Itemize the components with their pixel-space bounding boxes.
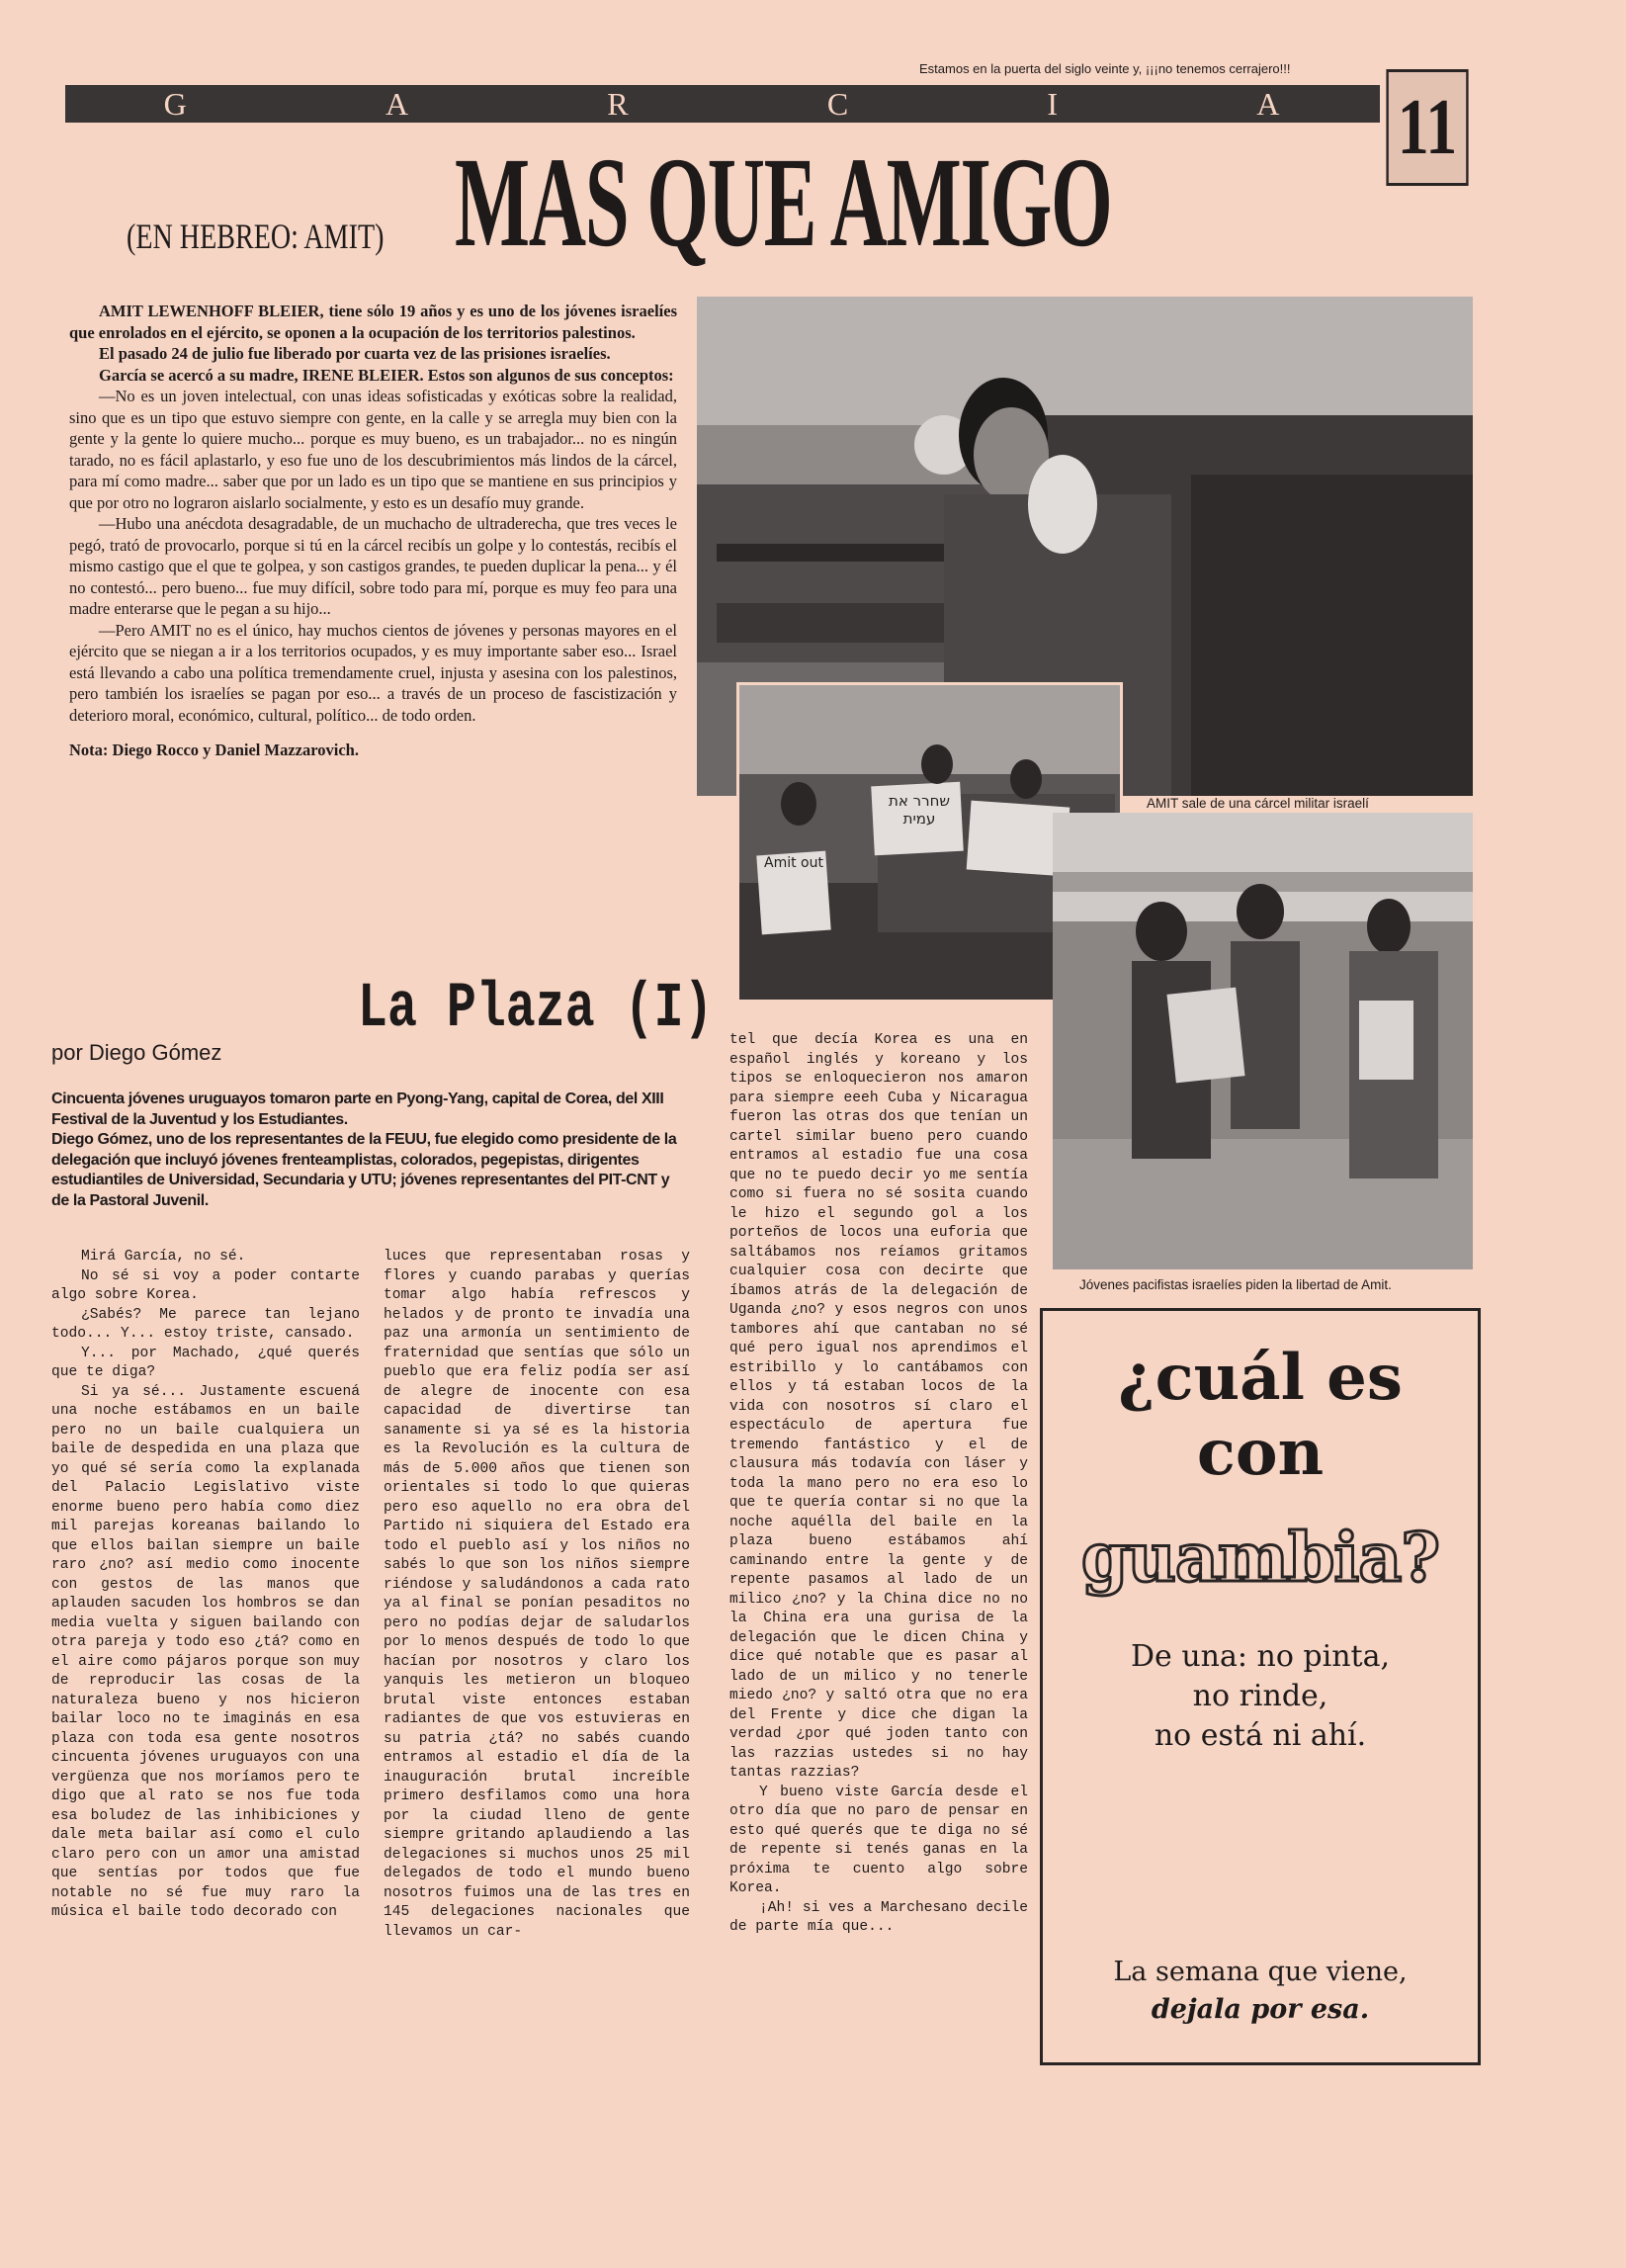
bar-letter: G <box>163 85 189 122</box>
article-paragraph: El pasado 24 de julio fue liberado por cuarta vez de las prisiones israelíes. <box>99 344 611 363</box>
lead-paragraph: Diego Gómez, uno de los representantes de la FEUU, fue elegido como presidente de la delegación que incluyó jóvenes frenteamplistas, colorados, pegepistas, dirigentes estudiantiles de Universidad, Secundaria y UTU; jóvenes representantes del PIT-CNT y de la Pastoral Juvenil. <box>51 1131 677 1209</box>
photo-protest-large <box>1053 813 1473 1269</box>
byline: por Diego Gómez <box>51 1040 222 1065</box>
bar-letter: A <box>1256 85 1282 122</box>
plaza-column-3 <box>729 1031 1028 1938</box>
column-paragraph: luces que representaban rosas y flores y cuando parabas y querías tomar algo había refrescos y helados y de pronto te invadía una paz una armonía un sentimiento de fraternidad que sentías que sólo un pueblo que era feliz podía ser así de alegre de inocente con esa capacidad de divertirse tan sanamente si ya sé es la historia es la Revolución es la cultura de más de 5.000 años que tienen son orientales si todo lo que quieras pero eso aquello no era obra del Partido ni siquiera del Estado era todo el pueblo así y los niños no sabés lo que son los niños siempre riéndose y saludándonos a cada rato ya al final se ponían pesaditos no pero no podías dejar de saludarlos por lo menos después de todo lo que hacían por nosotros y claro los yanquis les metieron un bloqueo brutal viste entonces estaban radiantes de que vos estuvieras en su patria ¿tá? no sabés cuando entramos al estadio el día de la inauguración brutal increíble primero desfilamos como una hora por la ciudad lleno de gente siempre gritando aplaudiendo a las delegaciones si muchos unos 25 mil delegados de todo el mundo bueno nosotros fuimos una de las tres en 145 delegaciones nacionales que llevamos un car- <box>384 1249 690 1940</box>
column-paragraph: Y bueno viste García desde el otro día que no paro de pensar en esto qué querés que te diga no sé de repente si tenés ganas en la próxima te cuento algo sobre Korea. <box>729 1784 1028 1896</box>
photo-caption-bottom: Jóvenes pacifistas israelíes piden la libertad de Amit. <box>1079 1277 1392 1292</box>
sign-amit-out: Amit out <box>764 855 823 871</box>
bar-letter: R <box>607 85 631 122</box>
ad-question <box>1043 1341 1478 1491</box>
guambia-ad <box>1040 1308 1481 2065</box>
plaza-column-1 <box>51 1248 360 1923</box>
photo-caption-top: AMIT sale de una cárcel militar israelí <box>1147 796 1369 811</box>
bar-letter: C <box>826 85 851 122</box>
ad-body-line: De una: no pinta, <box>1130 1639 1391 1674</box>
ad-body-line: no está ni ahí. <box>1154 1718 1367 1753</box>
ad-question-line: con <box>1196 1416 1325 1490</box>
column-paragraph: No sé si voy a poder contarte algo sobre Korea. <box>51 1267 360 1303</box>
ad-footer <box>1043 1954 1478 2029</box>
article-paragraph: —Hubo una anécdota desagradable, de un muchacho de ultraderecha, que tres veces le pegó, trató de provocarlo, porque si tú en la cárcel recibís un golpe y lo contestás, recibís el mismo castigo que el que te golpea, y son castigos grandes, te pueden duplicar la pena... y él no contestó... pero bueno... fue muy difícil, sobre todo para mí, porque es muy feo para una madre enterarse que le pegan a su hijo... <box>69 514 677 618</box>
page-number: 11 <box>1386 69 1468 186</box>
article-paragraph: —Pero AMIT no es el único, hay muchos cientos de jóvenes y personas mayores en el ejército que se niegan a ir a los territorios ocupados, y es muy importante saber eso... Israel está llevando a cabo una política tremendamente cruel, injusta y asesina con los palestinos, pero también los israelíes se pagan por eso... a través de un proceso de fascistización y deterioro moral, económico, cultural, político... de todo orden. <box>69 620 677 725</box>
article-paragraph: —No es un joven intelectual, con unas ideas sofisticadas y exóticas sobre la realidad, sino que es un tipo que estuvo siempre con gente, en la calle y se arregla muy bien con la gente y la gente lo quiere mucho... porque es muy bueno, es un trabajador... no es ningún tarado, no es fácil aplastarlo, y eso fue uno de los descubrimientos más lindos de la cárcel, para mí como madre... saber que por un lado es un tipo que se mantiene en sus principios y que por otro no lograron aislarlo socialmente, y esto es un desafío muy grande. <box>69 387 677 512</box>
header-bar-letters <box>65 85 1380 123</box>
article-body <box>69 301 677 761</box>
bar-letter: I <box>1047 85 1061 122</box>
plaza-column-2 <box>384 1248 690 1942</box>
ad-footer-line: La semana que viene, <box>1113 1957 1408 1987</box>
lead-paragraph: Cincuenta jóvenes uruguayos tomaron parte en Pyong-Yang, capital de Corea, del XIII Festival de la Juventud y los Estudiantes. <box>51 1090 664 1128</box>
header-tagline: Estamos en la puerta del siglo veinte y, ¡¡¡no tenemos cerrajero!!! <box>919 61 1291 76</box>
ad-body-line: no rinde, <box>1192 1679 1328 1713</box>
ad-question-line: ¿cuál es <box>1118 1341 1403 1415</box>
column-paragraph: tel que decía Korea es una en español inglés y koreano y los tipos se enloquecieron nos amaron para siempre eeeh Cuba y Nicaragua fueron las otras dos que tenían un cartel similar bueno pero cuando entramos al estadio fue una cosa que no te puedo decir yo me sentía como si fuera no sé sosita cuando le hizo el segundo gol a los porteños de locos una euforia que saltábamos nos reíamos gritamos cualquier cosa con decirte que íbamos atrás de la delegación de Uganda ¿no? y esos negros con unos tambores ahí que cantaban no sé qué pero igual nos aprendimos el estribillo y lo cantábamos con ellos y tá estaban locos de la vida con nosotros sí claro el espectáculo de apertura fue tremendo fantástico y el de clausura más todavía con láser y toda la mano pero no era eso lo que te quería contar si no que la noche aquélla del baile en la plaza bueno estábamos ahí caminando entre la gente y de repente pasamos al lado de un milico ¿no? y la China dice no no la China era una gurisa de la delegación que le dicen China y dice qué notable que es pasar al lado de un milico y no tenerle miedo ¿no? y saltó otra que no era del Frente y dice che digan la verdad ¿por qué joden tanto con las razzias ustedes si no hay tantas razzias? <box>729 1032 1028 1781</box>
plaza-lead <box>51 1090 684 1211</box>
sign-hebrew: שחרר את עמית <box>888 792 950 828</box>
plaza-title: La Plaza (I) <box>358 974 714 1045</box>
guambia-logo: guambia? <box>1080 1519 1440 1598</box>
column-paragraph: Si ya sé... Justamente escuená una noche estábamos en un baile pero no un baile cualquiera un baile de despedida en una plaza que yo qué sé sería como la explanada del Palacio Legislativo viste enorme bueno pero había como diez mil parejas koreanas bailando lo que ellos bailan siempre un baile raro ¿no? así medio como inocente con gestos de las manos que aplauden sacuden los hombros se dan media vuelta y siguen bailando con otra pareja y todo eso ¿tá? como en el aire como pájaros porque son muy de reproducir las cosas de la naturaleza bueno y nos hicieron bailar loco no te imaginás en esa plaza con toda esa gente nosotros cincuenta jóvenes uruguayos con una vergüenza que nos moríamos pero te digo que al rato se nos fue toda esa boludez de las inhibiciones y dale meta bailar así como el culo claro pero con un amor una amistad que sentías por todos que fue notable no sé fue muy raro la música el baile todo decorado con <box>51 1383 360 1920</box>
bar-letter: A <box>385 85 411 122</box>
column-paragraph: ¿Sabés? Me parece tan lejano todo... Y... estoy triste, cansado. <box>51 1306 360 1342</box>
ad-body <box>1043 1637 1478 1756</box>
article-note: Nota: Diego Rocco y Daniel Mazzarovich. <box>69 741 359 759</box>
article-subtitle: (EN HEBREO: AMIT) <box>127 217 385 256</box>
column-paragraph: ¡Ah! si ves a Marchesano decile de parte mía que... <box>729 1899 1028 1935</box>
column-paragraph: Y... por Machado, ¿qué querés que te diga? <box>51 1345 360 1380</box>
column-paragraph: Mirá García, no sé. <box>81 1249 246 1265</box>
article-title: MAS QUE AMIGO <box>455 131 1112 274</box>
ad-footer-emphasis: dejala por esa. <box>1151 1994 1370 2025</box>
article-paragraph: AMIT LEWENHOFF BLEIER, tiene sólo 19 años y es uno de los jóvenes israelíes que enrolados en el ejército, se oponen a la ocupación de los territorios palestinos. <box>69 302 677 342</box>
article-paragraph: García se acercó a su madre, IRENE BLEIER. Estos son algunos de sus conceptos: <box>99 365 674 385</box>
